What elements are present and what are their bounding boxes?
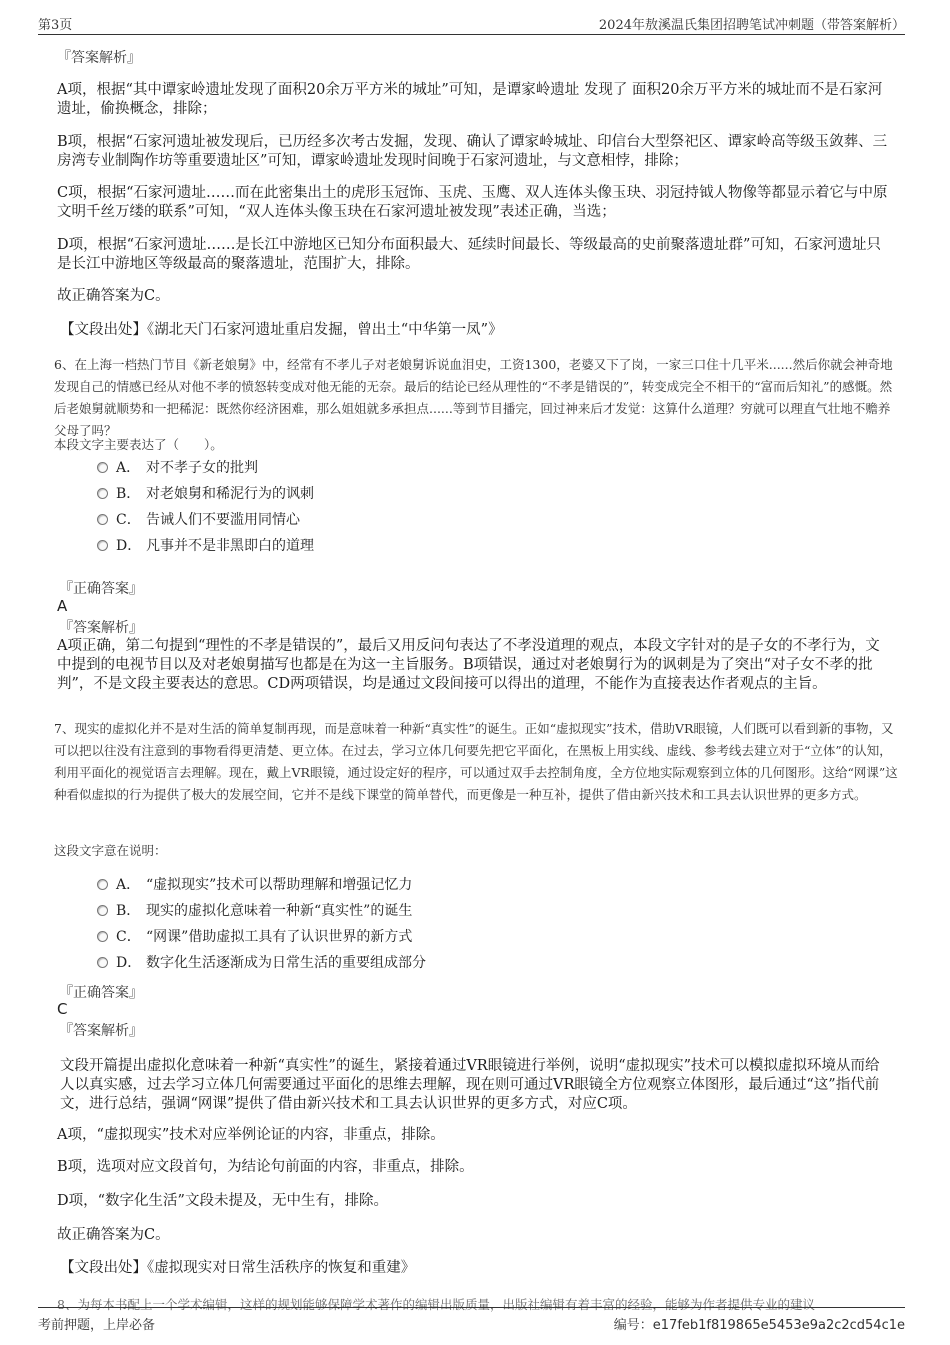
option-letter: A． xyxy=(116,460,141,476)
page-header xyxy=(38,10,905,35)
option-text: 现实的虚拟化意味着一种新“真实性”的诞生 xyxy=(146,903,413,919)
q5-analysis-d: D项，根据“石家河遗址……是长江中游地区已知分布面积最大、延续时间最长、等级最高的史前聚落遗址群”可知，石家河遗址只是长江中游地区等级最高的聚落遗址，范围扩大，排除。 xyxy=(57,237,881,272)
option-text: 数字化生活逐渐成为日常生活的重要组成部分 xyxy=(146,955,426,971)
radio-icon[interactable] xyxy=(97,879,108,890)
next-question-cutoff: 8、为每本书配上一个学术编辑，这样的规划能够保障学术著作的编辑出版质量，出版社编辑有着丰富的经验，能够为作者提供专业的建议 xyxy=(57,1297,815,1312)
q7-answer: C xyxy=(57,1000,68,1018)
q7-analysis-d: D项，“数字化生活”文段未提及，无中生有，排除。 xyxy=(57,1193,388,1209)
option-text: “网课”借助虚拟工具有了认识世界的新方式 xyxy=(146,929,413,945)
footer-slogan: 考前押题，上岸必备 xyxy=(38,1318,156,1333)
q6-prompt: 本段文字主要表达了（ ）。 xyxy=(54,437,223,452)
q5-analysis-c: C项，根据“石家河遗址……而在此密集出土的虎形玉冠饰、玉虎、玉鹰、双人连体头像玉玦、羽冠持钺人物像等都显示着它与中原文明千丝万缕的联系”可知，“双人连体头像玉玦在石家河遗址被发现”表述正确，当选； xyxy=(57,185,888,220)
q6-answer: A xyxy=(57,597,68,615)
q7-option-a[interactable] xyxy=(97,874,412,896)
radio-icon[interactable] xyxy=(97,462,108,473)
radio-icon[interactable] xyxy=(97,514,108,525)
q7-source: 【文段出处】《虚拟现实对日常生活秩序的恢复和重建》 xyxy=(60,1260,416,1276)
q7-analysis-b: B项，选项对应文段首句，为结论句前面的内容，非重点，排除。 xyxy=(57,1159,474,1175)
q6-option-d[interactable] xyxy=(97,535,314,557)
radio-icon[interactable] xyxy=(97,957,108,968)
radio-icon[interactable] xyxy=(97,540,108,551)
document-title: 2024年敖溪温氏集团招聘笔试冲刺题（带答案解析） xyxy=(598,18,905,33)
q5-conclusion: 故正确答案为C。 xyxy=(57,288,170,304)
option-letter: D． xyxy=(116,538,142,554)
option-text: “虚拟现实”技术可以帮助理解和增强记忆力 xyxy=(146,877,413,893)
option-letter: A． xyxy=(116,877,141,893)
q7-conclusion: 故正确答案为C。 xyxy=(57,1227,170,1243)
option-letter: D． xyxy=(116,955,142,971)
q5-analysis-heading: 『答案解析』 xyxy=(57,50,141,66)
q7-prompt: 这段文字意在说明： xyxy=(54,843,167,858)
q7-option-b[interactable] xyxy=(97,900,412,922)
q6-analysis-heading: 『答案解析』 xyxy=(59,620,143,636)
option-letter: C． xyxy=(116,512,141,528)
q7-option-c[interactable] xyxy=(97,926,412,948)
q7-option-d[interactable] xyxy=(97,952,426,974)
q6-option-c[interactable] xyxy=(97,509,300,531)
q7-answer-heading: 『正确答案』 xyxy=(59,985,143,1001)
option-text: 告诫人们不要滥用同情心 xyxy=(146,512,300,528)
option-text: 对老娘舅和稀泥行为的讽刺 xyxy=(146,486,314,502)
q7-analysis: 文段开篇提出虚拟化意味着一种新“真实性”的诞生，紧接着通过VR眼镜进行举例，说明“虚拟现实”技术可以模拟虚拟环境从而给人以真实感，过去学习立体几何需要通过平面化的思维去理解，现在则可通过VR眼镜全方位观察立体图形，最后通过“这”指代前文，进行总结，强调“网课”提供了借由新兴技术和工具去认识世界的更多方式，对应C项。 xyxy=(60,1058,880,1112)
q6-stem: 6、在上海一档热门节目《新老娘舅》中，经常有不孝儿子对老娘舅诉说血泪史，工资1300，老婆又下了岗，一家三口住十几平米......然后你就会神奇地发现自己的情感已经从对他不孝的愤怒转变成对他无能的无奈。最后的结论已经从理性的“不孝是错误的”，转变成完全不相干的“富而后知礼”的感慨。然后老娘舅就顺势和一把稀泥：既然你经济困难，那么姐姐就多承担点......等到节目播完，回过神来后才发觉：这算什么道理？穷就可以理直气壮地不赡养父母了吗？ xyxy=(54,357,893,438)
option-letter: B． xyxy=(116,486,141,502)
document-code xyxy=(614,1314,905,1333)
q6-analysis: A项正确，第二句提到“理性的不孝是错误的”，最后又用反问句表达了不孝没道理的观点，本段文字针对的是子女的不孝行为，文中提到的电视节目以及对老娘舅描写也都是在为这一主旨服务。B项错误，通过对老娘舅行为的讽刺是为了突出“对子女不孝的批判”，不是文段主要表达的意思。CD两项错误，均是通过文段间接可以得出的道理，不能作为直接表达作者观点的主旨。 xyxy=(57,638,880,692)
q5-source: 【文段出处】《湖北天门石家河遗址重启发掘，曾出土“中华第一凤”》 xyxy=(60,322,503,338)
radio-icon[interactable] xyxy=(97,488,108,499)
option-text: 凡事并不是非黑即白的道理 xyxy=(146,538,314,554)
q6-answer-heading: 『正确答案』 xyxy=(59,581,143,597)
q6-option-a[interactable] xyxy=(97,457,258,479)
q5-analysis-a: A项，根据“其中谭家岭遗址发现了面积20余万平方米的城址”可知，是谭家岭遗址 发现了 面积20余万平方米的城址而不是石家河遗址，偷换概念，排除； xyxy=(57,82,883,117)
q6-option-b[interactable] xyxy=(97,483,314,505)
option-text: 对不孝子女的批判 xyxy=(146,460,258,476)
radio-icon[interactable] xyxy=(97,905,108,916)
code-label: 编号： xyxy=(613,1318,653,1333)
option-letter: B． xyxy=(116,903,141,919)
page-footer xyxy=(38,1307,905,1336)
radio-icon[interactable] xyxy=(97,931,108,942)
q5-analysis-b: B项，根据“石家河遗址被发现后，已历经多次考古发掘，发现、确认了谭家岭城址、印信台大型祭祀区、谭家岭高等级玉敛葬、三房湾专业制陶作坊等重要遗址区”可知，谭家岭遗址发现时间晚于石家河遗址，与文意相悖，排除； xyxy=(57,134,888,169)
option-letter: C． xyxy=(116,929,141,945)
code-value: e17feb1f819865e5453e9a2c2cd54c1e xyxy=(652,1318,905,1333)
page-number: 第3页 xyxy=(38,18,73,33)
q7-analysis-heading: 『答案解析』 xyxy=(59,1023,143,1039)
q7-stem: 7、现实的虚拟化并不是对生活的简单复制再现，而是意味着一种新“真实性”的诞生。正如“虚拟现实”技术，借助VR眼镜，人们既可以看到新的事物，又可以把以往没有注意到的事物看得更清楚、更立体。在过去，学习立体几何要先把它平面化，在黑板上用实线、虚线、参考线去建立对于“立体”的认知，利用平面化的视觉语言去理解。现在，戴上VR眼镜，通过设定好的程序，可以通过双手去控制角度，全方位地实际观察到立体的几何图形。这给“网课”这种看似虚拟的行为提供了极大的发展空间，它并不是线下课堂的简单替代，而更像是一种互补，提供了借由新兴技术和工具去认识世界的更多方式。 xyxy=(54,721,898,802)
q7-analysis-a: A项，“虚拟现实”技术对应举例论证的内容，非重点，排除。 xyxy=(57,1127,445,1143)
